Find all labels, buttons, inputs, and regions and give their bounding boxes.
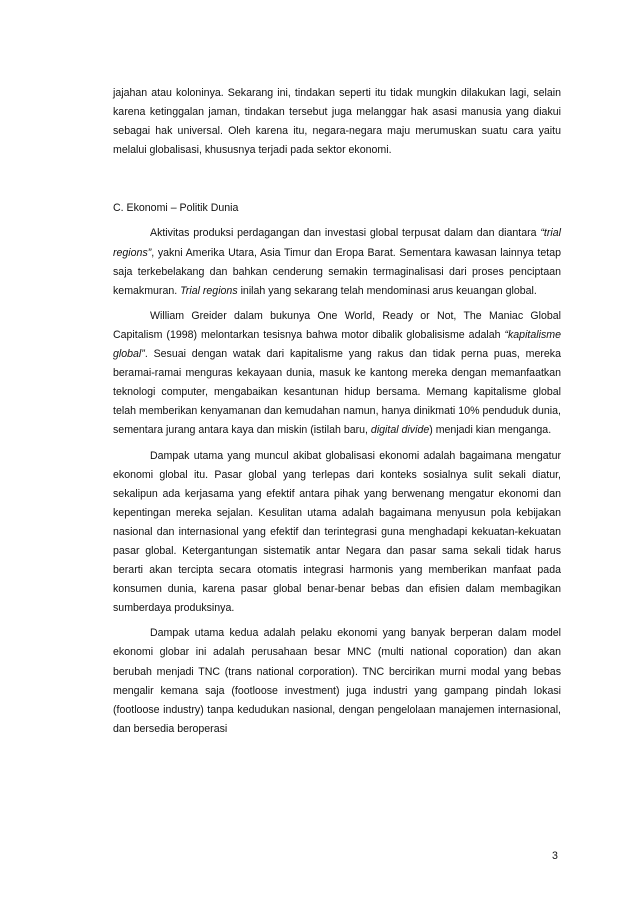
text-run: inilah yang sekarang telah mendominasi arus keuangan global. [237,284,537,297]
text-run: Aktivitas produksi perdagangan dan investasi global terpusat dalam dan diantara [150,227,541,240]
paragraph-dampak-kedua: Dampak utama kedua adalah pelaku ekonomi yang banyak berperan dalam model ekonomi globar ini adalah perusahaan besar MNC (multi national coporation) dan akan berubah menjadi TNC (trans national corporation). TNC bercirikan murni modal yang bebas mengalir kemana saja (footloose investment) juga industri yang gampang pindah lokasi (footloose industry) tanpa kedudukan nasional, dengan pengelolaan manajemen internasional, dan bersedia beroperasi [113,627,561,735]
text-run: ) menjadi kian menganga. [429,424,552,437]
page-content [113,84,561,739]
italic-term: “kapitalisme global” [113,328,561,361]
paragraph-intro: jajahan atau koloninya. Sekarang ini, tindakan seperti itu tidak mungkin dilakukan lagi, selain karena ketinggalan jaman, tindakan tersebut juga melanggar hak asasi manusia yang diakui sebagai hak universal. Oleh karena itu, negara-negara maju merumuskan suatu cara yaitu melalui globalisasi, khususnya terjadi pada sektor ekonomi. [113,87,561,157]
text-run: , yakni Amerika Utara, Asia Timur dan Eropa Barat. Sementara kawasan lainnya tetap saja terkebelakang dan bahkan cenderung semakin termaginalisasi dari proses penciptaan kemakmuran. [113,246,561,297]
text-run: . Sesuai dengan watak dari kapitalisme yang rakus dan tidak perna puas, mereka beramai-ramai menguras kekayaan dunia, masuk ke kantong mereka dengan memanfaatkan teknologi computer, mengabaikan kesantunan hidup bersama. Memang kapitalisme global telah memberikan kenyamanan dan kemudahan namun, hanya dinikmati 10% penduduk dunia, sementara jurang antara kaya dan miskin (istilah baru, [113,348,561,437]
page-number: 3 [552,850,558,862]
italic-term: “trial regions” [113,227,561,259]
paragraph-trial-regions [113,224,561,300]
paragraph-dampak-utama: Dampak utama yang muncul akibat globalisasi ekonomi adalah bagaimana mengatur ekonomi global itu. Pasar global yang terlepas dari konteks sosialnya sulit sekali diatur, sekalipun ada kerjasama yang efektif antara pihak yang berwenang mengatur ekonomi dan kepentingan mereka sejalan. Kesulitan utama adalah bagaimana menyusun pola kebijakan nasional dan internasional yang efektif dan terintegrasi guna menghadapi kekuatan-kekuatan pasar global. Ketergantungan sistematik antar Negara dan pasar sama sekali tidak harus berarti akan tercipta secara otomatis integrasi harmonis yang memberikan manfaat pada konsumen dunia, karena pasar global benar-benar bebas dan efisien dalam membagikan sumberdaya produksinya. [113,449,561,615]
italic-term: digital divide [370,424,430,437]
paragraph-greider [113,307,561,441]
section-heading: C. Ekonomi – Politik Dunia [113,202,239,215]
text-run: William Greider dalam bukunya One World, Ready or Not, The Maniac Global Capitalism (1998) melontarkan tesisnya bahwa motor dibalik globalisisme adalah [113,309,561,341]
italic-term: Trial regions [180,284,238,297]
